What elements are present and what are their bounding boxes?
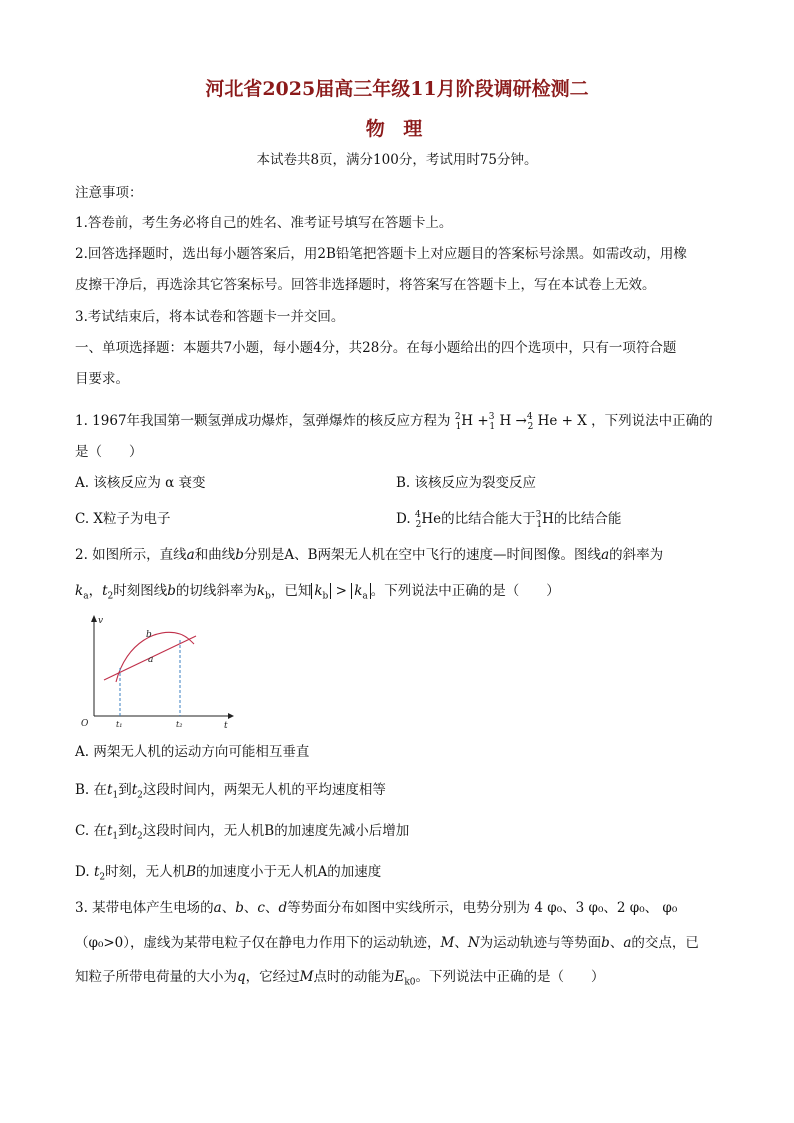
exam-info: 本试卷共8页，满分100分，考试用时75分钟。 bbox=[256, 152, 538, 168]
q2-stem-line2: $k_a$，$t_2$时刻图线b的切线斜率为$k_b$，已知 $k_b > k_a$ 。下列说法中正确的是（ ） bbox=[75, 583, 560, 602]
q1-option-c: C. X粒子为电子 bbox=[75, 511, 171, 527]
graph-origin-label: O bbox=[81, 719, 89, 729]
q2-option-b: B. 在$t_1$到$t_2$这段时间内，两架无人机的平均速度相等 bbox=[75, 782, 386, 801]
q3-stem-line3: 知粒子所带电荷量的大小为q，它经过M点时的动能为$E_{k0}$。下列说法中正确的是（ ） bbox=[75, 969, 605, 988]
q1-option-a: A. 该核反应为 α 衰变 bbox=[75, 475, 206, 491]
exam-title: 河北省2025届高三年级11月阶段调研检测二 bbox=[205, 78, 589, 100]
notice-item-2b: 皮擦干净后，再选涂其它答案标号。回答非选择题时，将答案写在答题卡上，写在本试卷上无效。 bbox=[75, 277, 656, 293]
graph-v-label: v bbox=[98, 616, 104, 626]
q2-velocity-time-graph bbox=[78, 612, 238, 732]
graph-b-label: b bbox=[146, 630, 152, 640]
q1-option-d: D. $^4_2$He的比结合能大于$^3_1$H的比结合能 bbox=[396, 509, 622, 530]
section-heading-a: 一、单项选择题：本题共7小题，每小题4分，共28分。在每小题给出的四个选项中，只有一项符合题 bbox=[75, 340, 677, 356]
graph-curve-b bbox=[116, 632, 194, 682]
notice-item-3: 3.考试结束后，将本试卷和答题卡一并交回。 bbox=[75, 309, 345, 325]
q2-option-a: A. 两架无人机的运动方向可能相互垂直 bbox=[75, 744, 310, 760]
section-heading-b: 目要求。 bbox=[75, 371, 129, 387]
q1-stem-line1 bbox=[75, 411, 725, 431]
graph-t2-label: t₂ bbox=[176, 720, 183, 729]
q2-option-d: D. $t_2$时刻，无人机B的加速度小于无人机A的加速度 bbox=[75, 864, 382, 883]
q2-option-c: C. 在$t_1$到$t_2$这段时间内，无人机B的加速度先减小后增加 bbox=[75, 823, 410, 842]
q3-stem-line2: （φ₀>0），虚线为某带电粒子仅在静电力作用下的运动轨迹，M、N为运动轨迹与等势面b、a的交点，已 bbox=[75, 935, 699, 951]
q1-reaction-equation: $^2_1$H +$^3_1$ H →$^4_2$ He + X bbox=[454, 411, 592, 432]
notice-item-1: 1.答卷前，考生务必将自己的姓名、准考证号填写在答题卡上。 bbox=[75, 215, 453, 231]
graph-a-label: a bbox=[148, 655, 154, 665]
graph-t1-label: t₁ bbox=[116, 720, 123, 729]
q1-stem-text: 1. 1967年我国第一颗氢弹成功爆炸，氢弹爆炸的核反应方程为 bbox=[75, 413, 451, 429]
notice-heading: 注意事项： bbox=[75, 185, 143, 201]
notice-item-2a: 2.回答选择题时，选出每小题答案后，用2B铅笔把答题卡上对应题目的答案标号涂黑。如需改动，用橡 bbox=[75, 246, 687, 262]
q1-stem-end: ，下列说法中正确的 bbox=[591, 413, 713, 429]
q1-stem-line2: 是（ ） bbox=[75, 444, 143, 460]
q3-stem-line1: 3. 某带电体产生电场的a、b、c、d等势面分布如图中实线所示，电势分别为 4 φ₀、3 φ₀、2 φ₀、 φ₀ bbox=[75, 900, 678, 916]
subject-title: 物 理 bbox=[365, 118, 429, 140]
graph-t-label: t bbox=[224, 721, 228, 731]
q1-option-b: B. 该核反应为裂变反应 bbox=[396, 475, 537, 491]
q2-stem-line1: 2. 如图所示，直线a和曲线b分别是A、B两架无人机在空中飞行的速度—时间图像。图线a的斜率为 bbox=[75, 547, 664, 563]
